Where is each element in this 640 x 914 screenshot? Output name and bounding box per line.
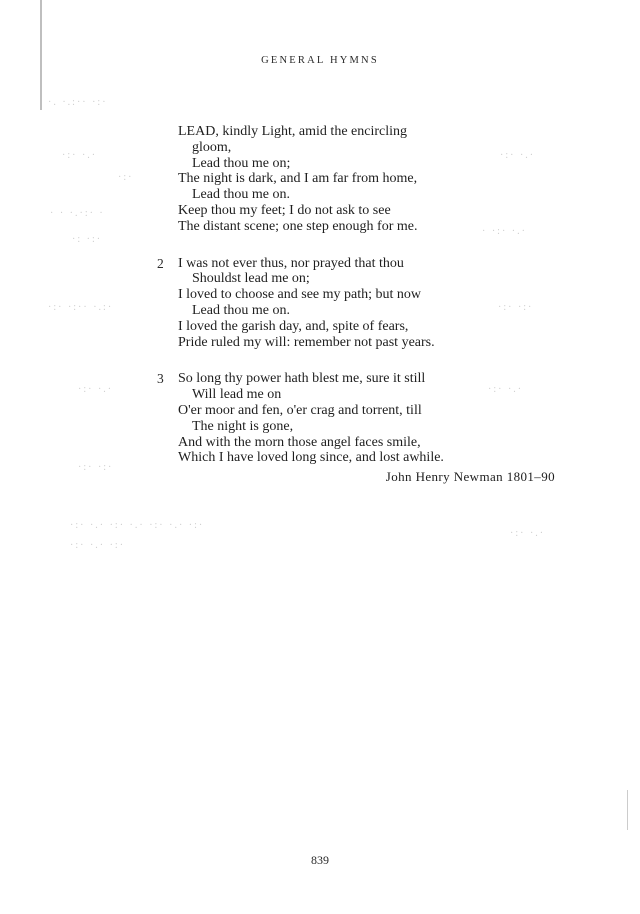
show-through-mark: ·:· ·:· [78, 462, 114, 473]
show-through-mark: ·:· [118, 172, 134, 183]
show-through-mark: ·: ·:· [72, 234, 103, 245]
hymn-line: gloom, [192, 139, 232, 155]
hymn-line: The distant scene; one step enough for me. [178, 218, 418, 234]
hymn-line: I loved the garish day, and, spite of fears, [178, 318, 409, 334]
show-through-mark: ·. ·.:·· ·:· [48, 97, 108, 108]
show-through-mark: ·:· ·.· [62, 150, 98, 161]
show-through-mark: ·:· ·.· ·:· ·.· ·:· ·.· ·:· [70, 520, 205, 531]
hymn-line: And with the morn those angel faces smile, [178, 434, 421, 450]
hymn-line: Lead thou me on. [192, 302, 290, 318]
show-through-mark: ·:· ·:· [498, 302, 534, 313]
show-through-mark: ·:· ·:·· ·.:· [48, 302, 114, 313]
verse [157, 255, 498, 351]
hymn-line: So long thy power hath blest me, sure it still [178, 371, 426, 387]
show-through-mark: ·:· ·.· [488, 384, 524, 395]
show-through-mark: ·:· ·.· [510, 528, 546, 539]
hymn-line: The night is gone, [192, 418, 294, 434]
show-through-mark: · ·:· ·.· [482, 226, 527, 237]
hymn-line: LEAD, kindly Light, amid the encircling [178, 124, 408, 139]
hymn-line: I loved to choose and see my path; but now [178, 287, 422, 303]
show-through-mark: ·:· ·.· [78, 384, 114, 395]
hymn-line: Keep thou my feet; I do not ask to see [178, 202, 391, 218]
hymn-line: Will lead me on [192, 387, 282, 403]
hymn-line: The night is dark, and I am far from home, [178, 171, 418, 187]
hymn-text [157, 124, 498, 487]
show-through-mark: ·:· ·.· [500, 150, 536, 161]
hymn-line: Which I have loved long since, and lost awhile. [178, 450, 444, 466]
show-through-mark: ·:· ·.· ·:· [70, 540, 126, 551]
hymn-line: O'er moor and fen, o'er crag and torrent, till [178, 402, 422, 418]
verse-number: 2 [157, 255, 164, 271]
hymn-line: Shouldst lead me on; [192, 271, 310, 287]
running-head: GENERAL HYMNS [261, 55, 379, 66]
page-number: 839 [311, 853, 329, 867]
hymn-line: I was not ever thus, nor prayed that thou [178, 255, 404, 271]
verse [178, 124, 498, 235]
hymn-line: Lead thou me on; [192, 155, 291, 171]
hymn-line: Pride ruled my will: remember not past years. [178, 334, 435, 350]
hymn-author: John Henry Newman 1801–90 [385, 469, 555, 484]
show-through-mark: · · ·.·:· · [50, 208, 105, 219]
page-edge-mark [627, 790, 628, 830]
verse-number: 3 [157, 371, 164, 387]
hymn-line: Lead thou me on. [192, 187, 290, 203]
verse [157, 371, 498, 466]
